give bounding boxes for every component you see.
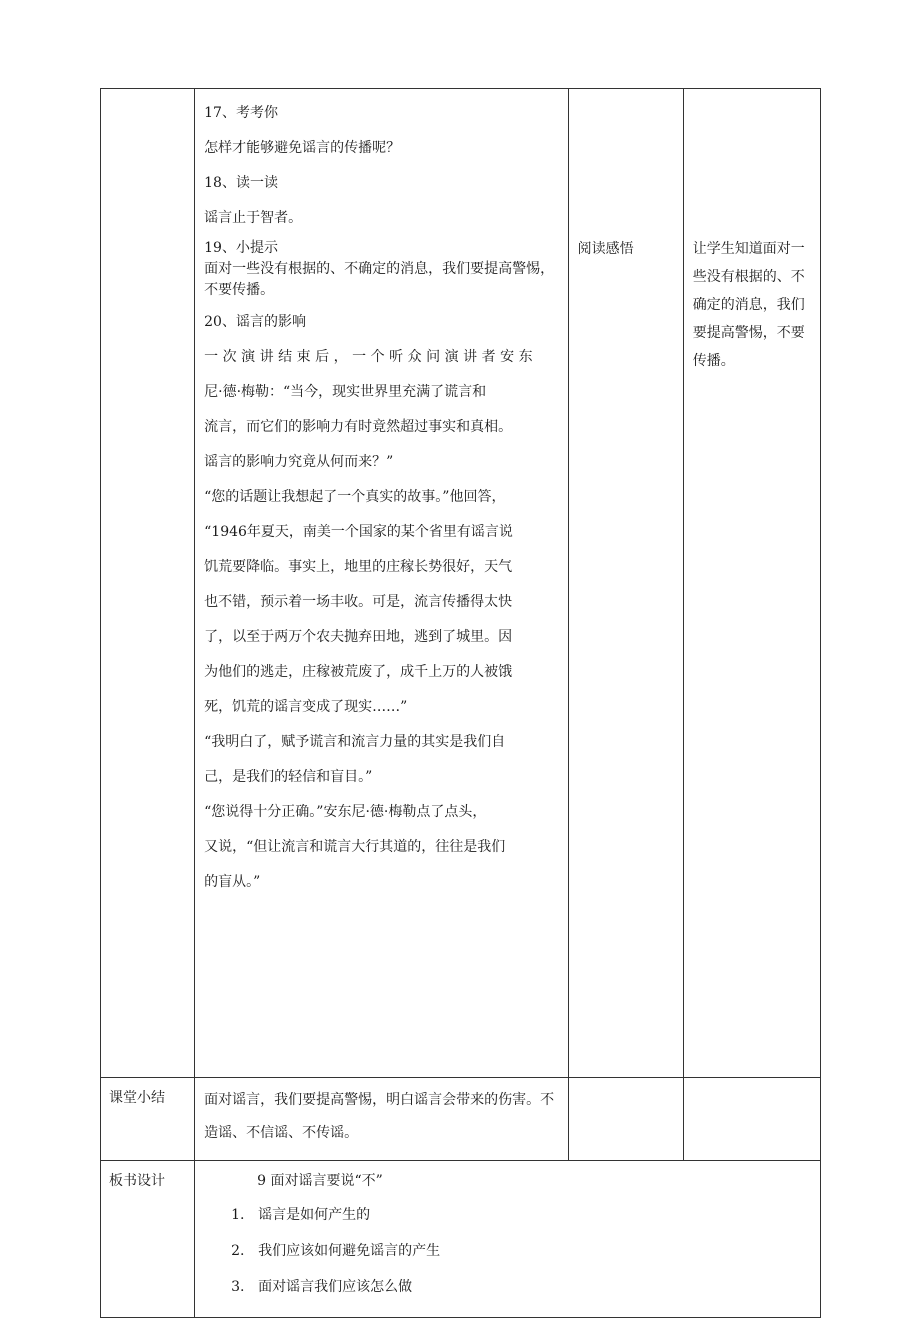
list-item-text: 谣言是如何产生的	[258, 1207, 371, 1223]
content-line: “我明白了，赋予谎言和流言力量的其实是我们自	[204, 734, 506, 750]
design-intent-cell: 让学生知道面对一些没有根据的、不确定的消息，我们要提高警惕，不要传播。	[683, 89, 820, 1078]
list-item-number: 3.	[231, 1279, 245, 1295]
content-line: 一次演讲结束后，一个听众问演讲者安东	[204, 349, 538, 365]
content-line: 17、考考你	[204, 105, 278, 121]
summary-goal-empty	[683, 1078, 820, 1161]
board-content	[195, 1161, 821, 1318]
content-line: 谣言的影响力究竟从何而来？”	[204, 454, 394, 470]
content-line: “您的话题让我想起了一个真实的故事。”他回答，	[204, 489, 506, 505]
content-line: 尼·德·梅勒：“当今，现实世界里充满了谎言和	[204, 384, 487, 400]
content-line: 谣言止于智者。	[204, 210, 303, 226]
content-line: “您说得十分正确。”安东尼·德·梅勒点了点头，	[204, 804, 487, 820]
row-label-empty	[101, 89, 195, 1078]
content-line: 也不错，预示着一场丰收。可是，流言传播得太快	[204, 594, 513, 610]
list-item-text: 我们应该如何避免谣言的产生	[258, 1243, 441, 1259]
board-label: 板书设计	[101, 1161, 195, 1318]
board-title: 9 面对谣言要说“不”	[257, 1173, 383, 1189]
content-line: 为他们的逃走，庄稼被荒废了，成千上万的人被饿	[204, 664, 513, 680]
content-line: 流言，而它们的影响力有时竟然超过事实和真相。	[204, 419, 513, 435]
content-line: 又说，“但让流言和谎言大行其道的，往往是我们	[204, 839, 506, 855]
tip-heading: 19、小提示	[204, 240, 278, 256]
content-line: 饥荒要降临。事实上，地里的庄稼长势很好，天气	[204, 559, 513, 575]
content-line: 了，以至于两万个农夫抛弃田地，逃到了城里。因	[204, 629, 513, 645]
lesson-plan-table	[100, 88, 821, 1318]
board-design-row	[101, 1161, 821, 1318]
content-line: 20、谣言的影响	[204, 314, 306, 330]
tip-text: 面对一些没有根据的、不确定的消息，我们要提高警惕，不要传播。	[204, 261, 555, 298]
content-line: 己，是我们的轻信和盲目。”	[204, 769, 373, 785]
teaching-method-cell: 阅读感悟	[568, 89, 683, 1078]
list-item	[195, 1241, 820, 1261]
summary-label: 课堂小结	[101, 1078, 195, 1161]
list-item-number: 2.	[231, 1243, 245, 1259]
content-line: 18、读一读	[204, 175, 278, 191]
board-list	[195, 1205, 820, 1297]
summary-method-empty	[568, 1078, 683, 1161]
content-line: 怎样才能够避免谣言的传播呢？	[204, 140, 401, 156]
summary-text: 面对谣言，我们要提高警惕，明白谣言会带来的伤害。不造谣、不信谣、不传谣。	[195, 1078, 569, 1161]
teaching-content-cell	[195, 89, 569, 1078]
list-item	[195, 1277, 820, 1297]
list-item-text: 面对谣言我们应该怎么做	[258, 1279, 413, 1295]
content-line	[204, 236, 562, 305]
teaching-process-row	[101, 89, 821, 1078]
list-item	[195, 1205, 820, 1225]
content-line: “1946年夏天，南美一个国家的某个省里有谣言说	[204, 524, 513, 540]
list-item-number: 1.	[231, 1207, 245, 1223]
content-line: 死，饥荒的谣言变成了现实……”	[204, 699, 408, 715]
summary-row	[101, 1078, 821, 1161]
content-line: 的盲从。”	[204, 874, 261, 890]
